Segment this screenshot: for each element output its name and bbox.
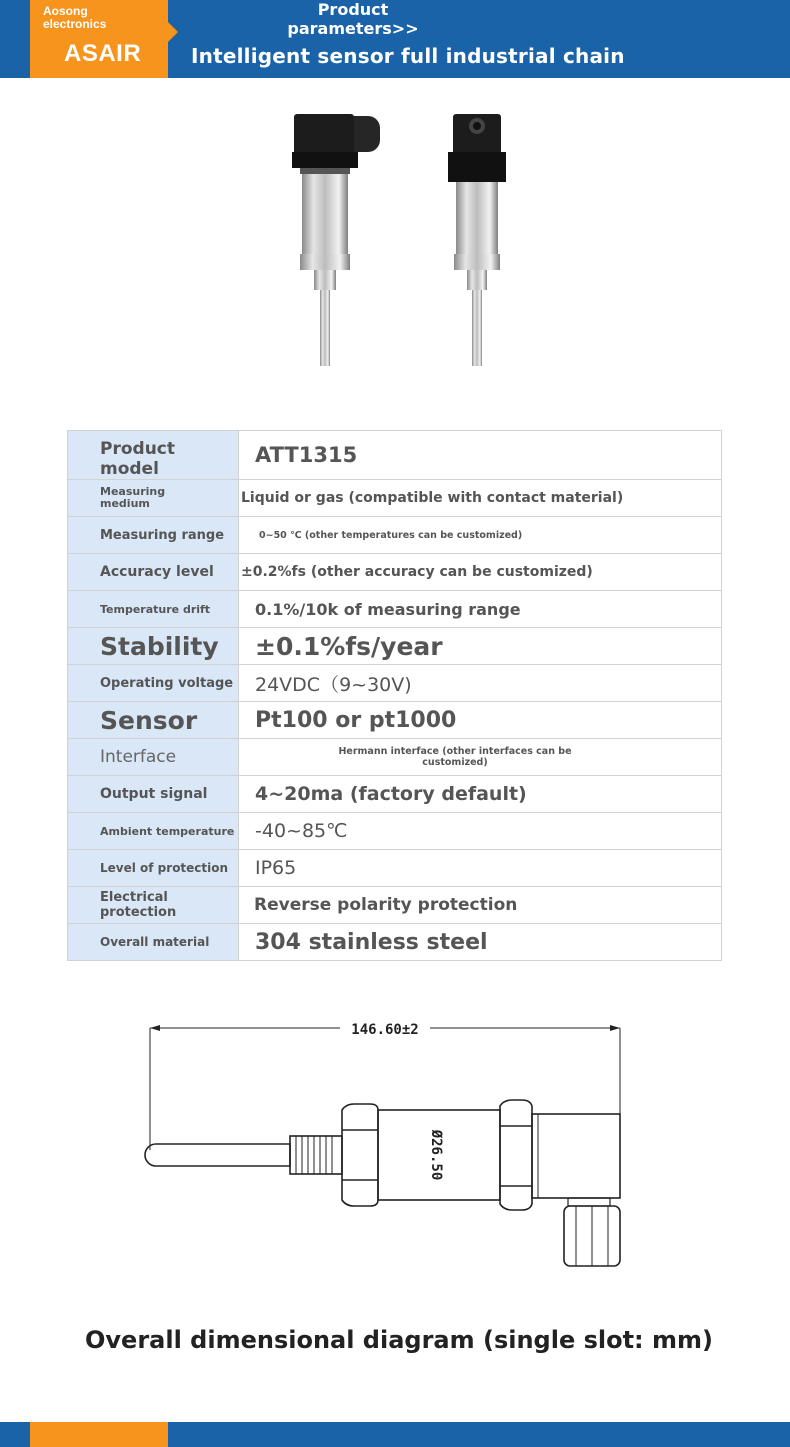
table-row bbox=[68, 431, 722, 480]
brand-subtitle: Aosong electronics bbox=[43, 4, 107, 31]
spec-value: -40~85℃ bbox=[239, 813, 722, 850]
dimensional-diagram bbox=[140, 1010, 640, 1300]
footer-brand-block bbox=[30, 1422, 168, 1447]
banner-slogan: Intelligent sensor full industrial chain bbox=[191, 44, 625, 68]
spec-label: Interface bbox=[68, 739, 239, 776]
spec-value: IP65 bbox=[239, 850, 722, 887]
table-row bbox=[68, 887, 722, 924]
spec-value: Pt100 or pt1000 bbox=[239, 702, 722, 739]
spec-label: Ambient temperature bbox=[68, 813, 239, 850]
table-row bbox=[68, 591, 722, 628]
spec-label: Overall material bbox=[68, 924, 239, 961]
header-banner bbox=[0, 0, 790, 78]
table-row bbox=[68, 813, 722, 850]
spec-label: Measuring range bbox=[68, 517, 239, 554]
spec-label: Electrical protection bbox=[68, 887, 239, 924]
footer-banner bbox=[0, 1422, 790, 1447]
section-title: Product parameters>> bbox=[287, 0, 419, 38]
spec-value: ±0.1%fs/year bbox=[239, 628, 722, 665]
sensor-photo-front bbox=[448, 114, 506, 366]
table-row bbox=[68, 480, 722, 517]
length-dimension-label: 146.60±2 bbox=[351, 1022, 419, 1038]
table-row bbox=[68, 665, 722, 702]
spec-value: Hermann interface (other interfaces can be customized) bbox=[239, 739, 722, 776]
sensor-photo-side bbox=[292, 114, 380, 366]
table-row bbox=[68, 924, 722, 961]
spec-value: 4~20ma (factory default) bbox=[239, 776, 722, 813]
product-photos bbox=[270, 108, 530, 378]
brand-logo-text: ASAIR bbox=[64, 40, 142, 67]
table-row bbox=[68, 850, 722, 887]
table-row bbox=[68, 702, 722, 739]
table-row bbox=[68, 739, 722, 776]
spec-label: Level of protection bbox=[68, 850, 239, 887]
spec-value: Liquid or gas (compatible with contact material) bbox=[239, 480, 722, 517]
spec-label: Accuracy level bbox=[68, 554, 239, 591]
spec-label: Output signal bbox=[68, 776, 239, 813]
spec-label: Sensor bbox=[68, 702, 239, 739]
spec-value: 0~50 ℃ (other temperatures can be customized) bbox=[239, 517, 722, 554]
spec-label: Stability bbox=[68, 628, 239, 665]
spec-value: 0.1%/10k of measuring range bbox=[239, 591, 722, 628]
diagram-caption: Overall dimensional diagram (single slot: mm) bbox=[85, 1326, 713, 1354]
spec-value: ±0.2%fs (other accuracy can be customized) bbox=[239, 554, 722, 591]
spec-label: Temperature drift bbox=[68, 591, 239, 628]
spec-value: Reverse polarity protection bbox=[239, 887, 722, 924]
diameter-dimension-label: Ø26.50 bbox=[428, 1129, 444, 1181]
spec-table bbox=[67, 430, 722, 961]
spec-value: 304 stainless steel bbox=[239, 924, 722, 961]
table-row bbox=[68, 628, 722, 665]
spec-value: 24VDC（9~30V) bbox=[239, 665, 722, 702]
brand-block bbox=[30, 0, 168, 78]
spec-label: Operating voltage bbox=[68, 665, 239, 702]
table-row bbox=[68, 554, 722, 591]
table-row bbox=[68, 517, 722, 554]
spec-label: Product model bbox=[68, 431, 239, 480]
table-row bbox=[68, 776, 722, 813]
spec-value: ATT1315 bbox=[239, 431, 722, 480]
spec-label: Measuring medium bbox=[68, 480, 239, 517]
